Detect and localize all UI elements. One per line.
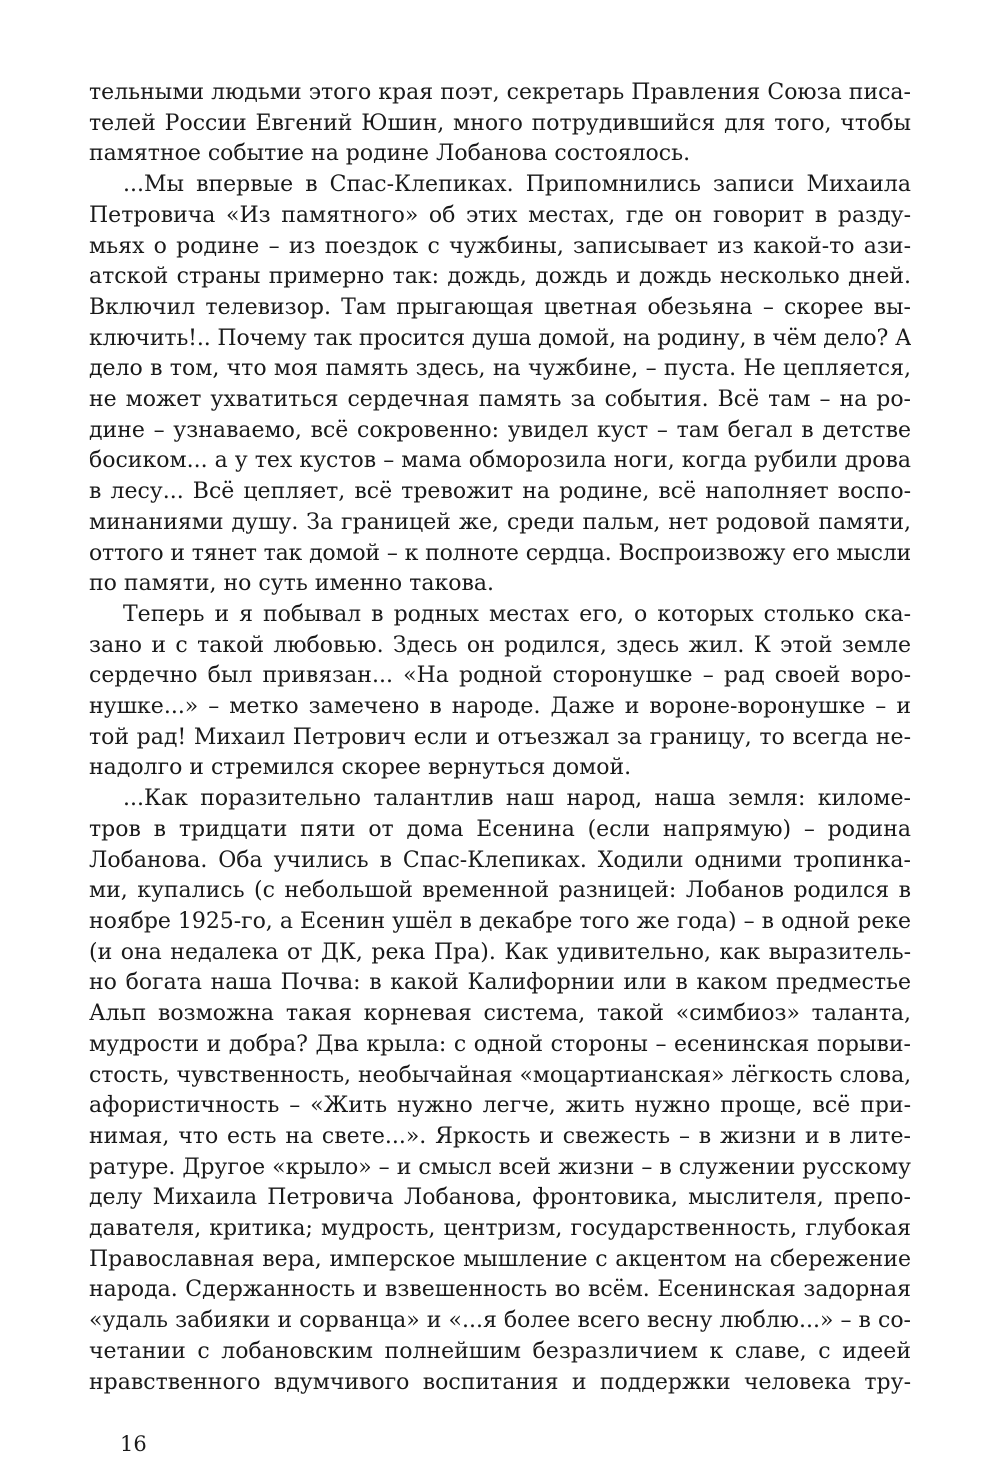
paragraph xyxy=(89,784,911,1398)
text-line: зано и с такой любовью. Здесь он родился, здесь жил. К этой земле xyxy=(89,632,911,658)
text-line: стость, чувственность, необычайная «моцартианская» лёгкость слова, xyxy=(89,1062,911,1088)
text-line: нимая, что есть на свете...». Яркость и свежесть – в жизни и в лите- xyxy=(89,1123,911,1149)
text-line: Петровича «Из памятного» об этих местах, где он говорит в разду- xyxy=(89,202,911,228)
text-line: давателя, критика; мудрость, центризм, государственность, глубокая xyxy=(89,1216,911,1242)
text-line: дине – узнаваемо, всё сокровенно: увидел куст – там бегал в детстве xyxy=(89,417,911,443)
text-line: минаниями душу. За границей же, среди пальм, нет родовой памяти, xyxy=(89,509,911,535)
text-line: Православная вера, имперское мышление с акцентом на сбережение xyxy=(89,1246,911,1272)
text-line: ноябре 1925-го, а Есенин ушёл в декабре того же года) – в одной реке xyxy=(89,908,911,934)
text-line: Теперь и я побывал в родных местах его, о которых столько ска- xyxy=(123,601,911,627)
page-number: 16 xyxy=(120,1432,147,1456)
text-line: ратуре. Другое «крыло» – и смысл всей жизни – в служении русскому xyxy=(89,1154,911,1180)
text-line: телей России Евгений Юшин, много потрудившийся для того, чтобы xyxy=(89,110,911,136)
text-line: не может ухватиться сердечная память за события. Всё там – на ро- xyxy=(89,387,911,413)
text-line: Альп возможна такая корневая система, такой «симбиоз» таланта, xyxy=(89,1001,911,1027)
text-line: той рад! Михаил Петрович если и отъезжал за границу, то всегда не- xyxy=(89,724,911,750)
text-line: атской страны примерно так: дождь, дождь и дождь несколько дней. xyxy=(89,264,911,290)
text-line: народа. Сдержанность и взвешенность во всём. Есенинская задорная xyxy=(89,1277,911,1303)
paragraph xyxy=(89,170,911,600)
text-line: босиком... а у тех кустов – мама обморозила ноги, когда рубили дрова xyxy=(89,448,911,474)
text-line: ...Мы впервые в Спас-Клепиках. Припомнились записи Михаила xyxy=(123,172,911,198)
text-line: по памяти, но суть именно такова. xyxy=(89,571,494,597)
text-line: памятное событие на родине Лобанова состоялось. xyxy=(89,141,691,167)
document-page xyxy=(89,78,911,1398)
text-line: (и она недалека от ДК, река Пра). Как удивительно, как выразитель- xyxy=(89,939,911,965)
text-line: нравственного вдумчивого воспитания и поддержки человека тру- xyxy=(89,1369,911,1395)
text-line: афористичность – «Жить нужно легче, жить нужно проще, всё при- xyxy=(89,1093,911,1119)
text-line: мудрости и добра? Два крыла: с одной стороны – есенинская порыви- xyxy=(89,1031,911,1057)
text-line: тельными людьми этого края поэт, секретарь Правления Союза писа- xyxy=(89,80,911,105)
text-line: ми, купались (с небольшой временной разницей: Лобанов родился в xyxy=(89,878,911,904)
paragraph xyxy=(89,78,911,170)
text-line: тров в тридцати пяти от дома Есенина (если напрямую) – родина xyxy=(89,816,911,842)
text-line: сердечно был привязан... «На родной сторонушке – рад своей воро- xyxy=(89,663,911,689)
text-line: дело в том, что моя память здесь, на чужбине, – пуста. Не цепляется, xyxy=(89,356,911,382)
text-line: делу Михаила Петровича Лобанова, фронтовика, мыслителя, препо- xyxy=(89,1185,911,1211)
text-line: четании с лобановским полнейшим безразличием к славе, с идеей xyxy=(89,1338,911,1364)
text-line: мьях о родине – из поездок с чужбины, записывает из какой-то ази- xyxy=(89,233,911,259)
text-line: Включил телевизор. Там прыгающая цветная обезьяна – скорее вы- xyxy=(89,294,911,320)
text-line: но богата наша Почва: в какой Калифорнии или в каком предместье xyxy=(89,970,911,996)
text-line: ключить!.. Почему так просится душа домой, на родину, в чём дело? А xyxy=(89,325,911,351)
text-line: ...Как поразительно талантлив наш народ, наша земля: киломе- xyxy=(123,786,911,812)
text-line: «удаль забияки и сорванца» и «...я более всего весну люблю...» – в со- xyxy=(89,1308,911,1334)
text-line: оттого и тянет так домой – к полноте сердца. Воспроизвожу его мысли xyxy=(89,540,911,566)
text-line: нушке...» – метко замечено в народе. Даже и вороне-воронушке – и xyxy=(89,694,911,720)
text-line: в лесу... Всё цепляет, всё тревожит на родине, всё наполняет воспо- xyxy=(89,479,911,505)
text-line: Лобанова. Оба учились в Спас-Клепиках. Ходили одними тропинка- xyxy=(89,847,911,873)
text-line: надолго и стремился скорее вернуться домой. xyxy=(89,755,632,781)
paragraph xyxy=(89,600,911,784)
